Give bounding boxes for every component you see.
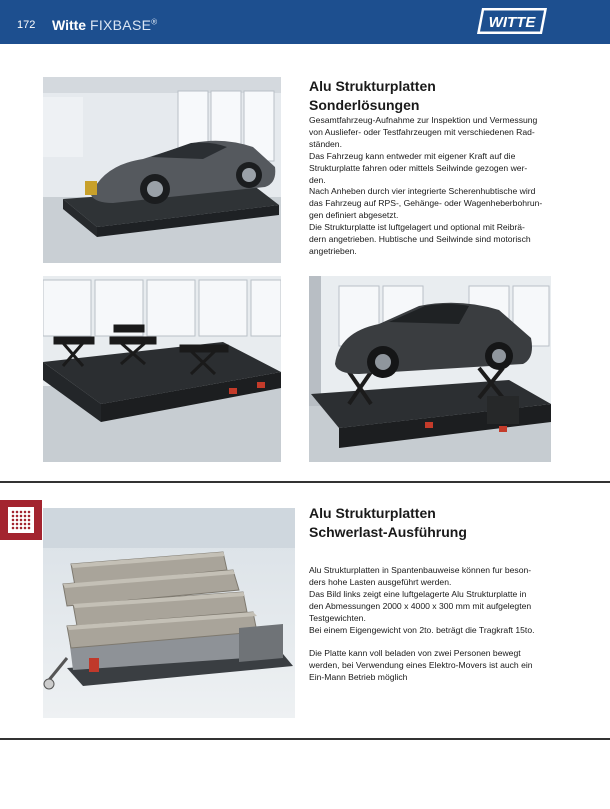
section2-line: Die Platte kann voll beladen von zwei Personen bewegt (309, 648, 521, 659)
section2-line: Ein-Mann Betrieb möglich (309, 672, 408, 683)
section2-line: Das Bild links zeigt eine luftgelagerte Alu Strukturplatte in (309, 588, 527, 599)
brand-main: Witte (52, 17, 87, 33)
section1-line: Gesamtfahrzeug-Aufnahme zur Inspektion und Vermessung (309, 115, 538, 125)
page-number: 172 (17, 19, 36, 31)
section1-line: von Ausliefer- oder Testfahrzeugen mit verschiedenen Rad- (309, 126, 535, 137)
section2-line: werden, bei Verwendung eines Elektro-Movers ist auch ein (309, 660, 533, 671)
section2-title-line1: Alu Strukturplatten (309, 505, 436, 521)
section2-line: ders hohe Lasten ausgeführt werden. (309, 576, 452, 587)
section2-title-line2: Schwerlast-Ausführung (309, 524, 467, 540)
witte-logo (476, 7, 548, 35)
page-header (0, 0, 610, 44)
section2-line: Bei einem Eigengewicht von 2to. beträgt die Tragkraft 15to. (309, 624, 535, 635)
section2-title (309, 504, 467, 542)
section1-title-line2: Sonderlösungen (309, 97, 420, 113)
brand-title (52, 17, 157, 33)
brand-sub (90, 17, 157, 33)
logo-text: WITTE (488, 14, 536, 31)
section1-line: dern angetrieben. Hubtische und Seilwinde sind motorisch (309, 234, 531, 245)
section1-line: Nach Anheben durch vier integrierte Scherenhubtische wird (309, 186, 536, 197)
photo-car-on-plate (43, 77, 281, 263)
paragraph-gap (309, 636, 569, 648)
section1-line: den. (309, 174, 326, 185)
section2-line: Testgewichten. (309, 612, 366, 623)
section1-line: Strukturplatte fahren oder mittels Seilwinde gezogen wer- (309, 162, 528, 173)
section1-line: angetrieben. (309, 245, 357, 256)
badge-inner (8, 507, 34, 533)
section1-line: Das Fahrzeug kann entweder mit eigener Kraft auf die (309, 150, 516, 161)
brand-mark: ® (151, 17, 158, 27)
section-divider (0, 481, 610, 483)
section2-line: Alu Strukturplatten in Spantenbauweise können fur beson- (309, 565, 532, 575)
section1-title (309, 77, 436, 115)
photo-concrete-weights (43, 508, 295, 718)
section1-title-line1: Alu Strukturplatten (309, 78, 436, 94)
section1-line: Die Strukturplatte ist luftgelagert und optional mit Reibrä- (309, 222, 525, 233)
footer-divider (0, 738, 610, 740)
photo-plate-with-lifts (43, 276, 281, 462)
photo-car-lifted (309, 276, 551, 462)
badge-grid-pattern (11, 510, 31, 530)
category-badge-icon (0, 500, 42, 540)
brand-sub-text: FIXBASE (89, 17, 152, 33)
section2-line: den Abmessungen 2000 x 4000 x 300 mm mit aufgelegten (309, 600, 532, 611)
section1-line: das Fahrzeug auf RPS-, Gehänge- oder Wagenheberbohrun- (309, 198, 543, 209)
section1-line: ständen. (309, 138, 342, 149)
section1-line: gen definiert abgesetzt. (309, 210, 399, 221)
section1-body (309, 115, 559, 258)
section2-body (309, 565, 569, 684)
